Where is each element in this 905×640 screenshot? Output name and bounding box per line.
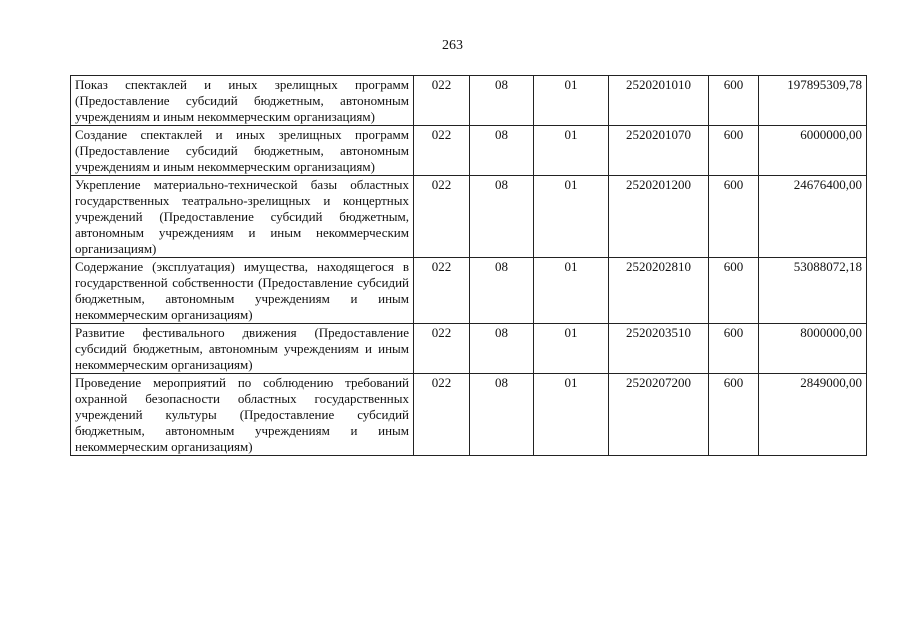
amount: 2849000,00 (759, 374, 867, 456)
subsection-code: 01 (534, 176, 609, 258)
target-article-code: 2520201010 (609, 76, 709, 126)
expense-type-code: 600 (709, 126, 759, 176)
row-description: Содержание (эксплуатация) имущества, находящегося в государственной собственности (Предоставление субсидий бюджетным, автономным учреждениям и иным некоммерческим организациям) (71, 258, 414, 324)
ministry-code: 022 (414, 176, 470, 258)
row-description: Проведение мероприятий по соблюдению требований охранной безопасности областных государственных учреждений культуры (Предоставление субсидий бюджетным, автономным учреждениям и иным некоммерческим организациям) (71, 374, 414, 456)
table-row (71, 324, 867, 374)
target-article-code: 2520203510 (609, 324, 709, 374)
subsection-code: 01 (534, 374, 609, 456)
target-article-code: 2520207200 (609, 374, 709, 456)
target-article-code: 2520202810 (609, 258, 709, 324)
row-description: Укрепление материально-технической базы областных государственных театрально-зрелищных и концертных учреждений (Предоставление субсидий бюджетным, автономным учреждениям и иным некоммерческим организациям) (71, 176, 414, 258)
expense-type-code: 600 (709, 176, 759, 258)
table-row (71, 176, 867, 258)
amount: 24676400,00 (759, 176, 867, 258)
section-code: 08 (470, 126, 534, 176)
page-number: 263 (442, 38, 463, 53)
subsection-code: 01 (534, 126, 609, 176)
section-code: 08 (470, 258, 534, 324)
budget-table (70, 75, 867, 456)
expense-type-code: 600 (709, 258, 759, 324)
table-row (71, 76, 867, 126)
ministry-code: 022 (414, 76, 470, 126)
section-code: 08 (470, 324, 534, 374)
section-code: 08 (470, 176, 534, 258)
subsection-code: 01 (534, 258, 609, 324)
expense-type-code: 600 (709, 324, 759, 374)
expense-type-code: 600 (709, 76, 759, 126)
amount: 8000000,00 (759, 324, 867, 374)
table-row (71, 126, 867, 176)
subsection-code: 01 (534, 76, 609, 126)
target-article-code: 2520201070 (609, 126, 709, 176)
ministry-code: 022 (414, 126, 470, 176)
amount: 6000000,00 (759, 126, 867, 176)
section-code: 08 (470, 76, 534, 126)
table-row (71, 374, 867, 456)
row-description: Показ спектаклей и иных зрелищных программ (Предоставление субсидий бюджетным, автономным учреждениям и иным некоммерческим организациям) (71, 76, 414, 126)
expense-type-code: 600 (709, 374, 759, 456)
subsection-code: 01 (534, 324, 609, 374)
ministry-code: 022 (414, 258, 470, 324)
target-article-code: 2520201200 (609, 176, 709, 258)
amount: 197895309,78 (759, 76, 867, 126)
ministry-code: 022 (414, 324, 470, 374)
section-code: 08 (470, 374, 534, 456)
amount: 53088072,18 (759, 258, 867, 324)
table-row (71, 258, 867, 324)
row-description: Развитие фестивального движения (Предоставление субсидий бюджетным, автономным учреждениям и иным некоммерческим организациям) (71, 324, 414, 374)
row-description: Создание спектаклей и иных зрелищных программ (Предоставление субсидий бюджетным, автономным учреждениям и иным некоммерческим организациям) (71, 126, 414, 176)
ministry-code: 022 (414, 374, 470, 456)
